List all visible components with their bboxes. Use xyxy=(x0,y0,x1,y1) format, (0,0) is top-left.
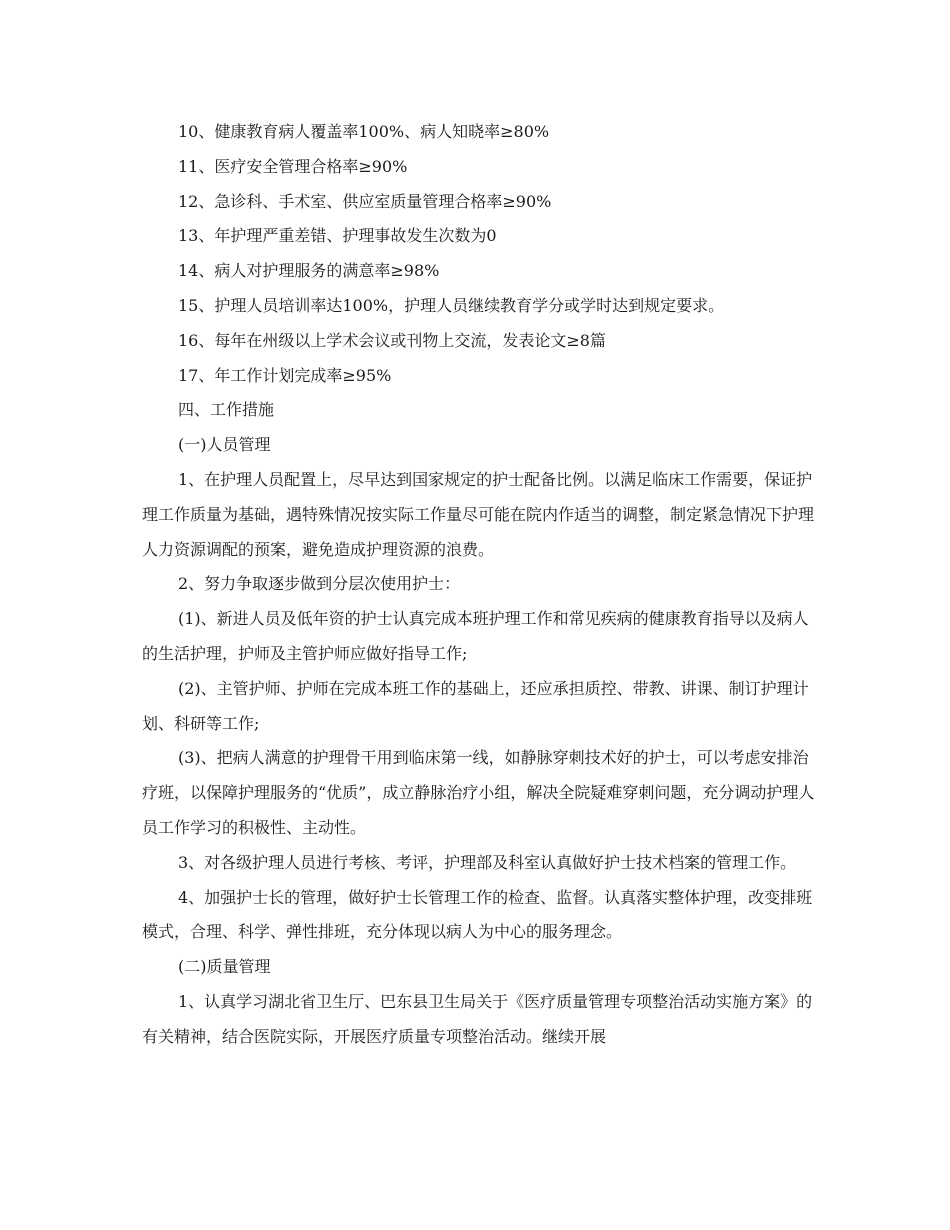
paragraph-quality-study: 1、认真学习湖北省卫生厅、巴东县卫生局关于《医疗质量管理专项整治活动实施方案》的有关精神，结合医院实际，开展医疗质量专项整治活动。继续开展 xyxy=(142,991,813,1046)
document-body xyxy=(142,115,822,1055)
subsection-heading-personnel: (一)人员管理 xyxy=(178,435,271,455)
paragraph-tier-1: (1)、新进人员及低年资的护士认真完成本班护理工作和常见疾病的健康教育指导以及病人的生活护理，护师及主管护师应做好指导工作; xyxy=(142,609,809,663)
subsection-heading-quality: (二)质量管理 xyxy=(178,957,271,977)
paragraph-assessment: 3、对各级护理人员进行考核、考评，护理部及科室认真做好护士技术档案的管理工作。 xyxy=(178,852,797,872)
paragraph-staffing: 1、在护理人员配置上，尽早达到国家规定的护士配备比例。以满足临床工作需要，保证护理工作质量为基础，遇特殊情况按实际工作量尽可能在院内作适当的调整，制定紧急情况下护理人力资源调配的预案，避免造成护理资源的浪费。 xyxy=(142,469,815,559)
section-heading-measures: 四、工作措施 xyxy=(178,400,275,420)
paragraph-item-14: 14、病人对护理服务的满意率≥98% xyxy=(178,261,440,281)
paragraph-tiered-nurses: 2、努力争取逐步做到分层次使用护士： xyxy=(178,574,461,594)
paragraph-item-16: 16、每年在州级以上学术会议或刊物上交流，发表论文≥8篇 xyxy=(178,330,606,350)
paragraph-head-nurse: 4、加强护士长的管理，做好护士长管理工作的检查、监督。认真落实整体护理，改变排班模式，合理、科学、弹性排班，充分体现以病人为中心的服务理念。 xyxy=(142,887,813,942)
paragraph-item-17: 17、年工作计划完成率≥95% xyxy=(178,365,392,385)
paragraph-item-12: 12、急诊科、手术室、供应室质量管理合格率≥90% xyxy=(178,191,552,211)
paragraph-item-11: 11、医疗安全管理合格率≥90% xyxy=(178,156,408,176)
paragraph-item-15: 15、护理人员培训率达100%，护理人员继续教育学分或学时达到规定要求。 xyxy=(178,295,725,315)
paragraph-item-10: 10、健康教育病人覆盖率100%、病人知晓率≥80% xyxy=(178,122,550,141)
paragraph-tier-2: (2)、主管护师、护师在完成本班工作的基础上，还应承担质控、带教、讲课、制订护理计划、科研等工作; xyxy=(142,678,809,733)
paragraph-item-13: 13、年护理严重差错、护理事故发生次数为0 xyxy=(178,226,497,246)
paragraph-tier-3: (3)、把病人满意的护理骨干用到临床第一线，如静脉穿刺技术好的护士，可以考虑安排治疗班，以保障护理服务的“优质”，成立静脉治疗小组，解决全院疑难穿刺问题，充分调动护理人员工作学习的积极性、主动性。 xyxy=(142,748,815,837)
